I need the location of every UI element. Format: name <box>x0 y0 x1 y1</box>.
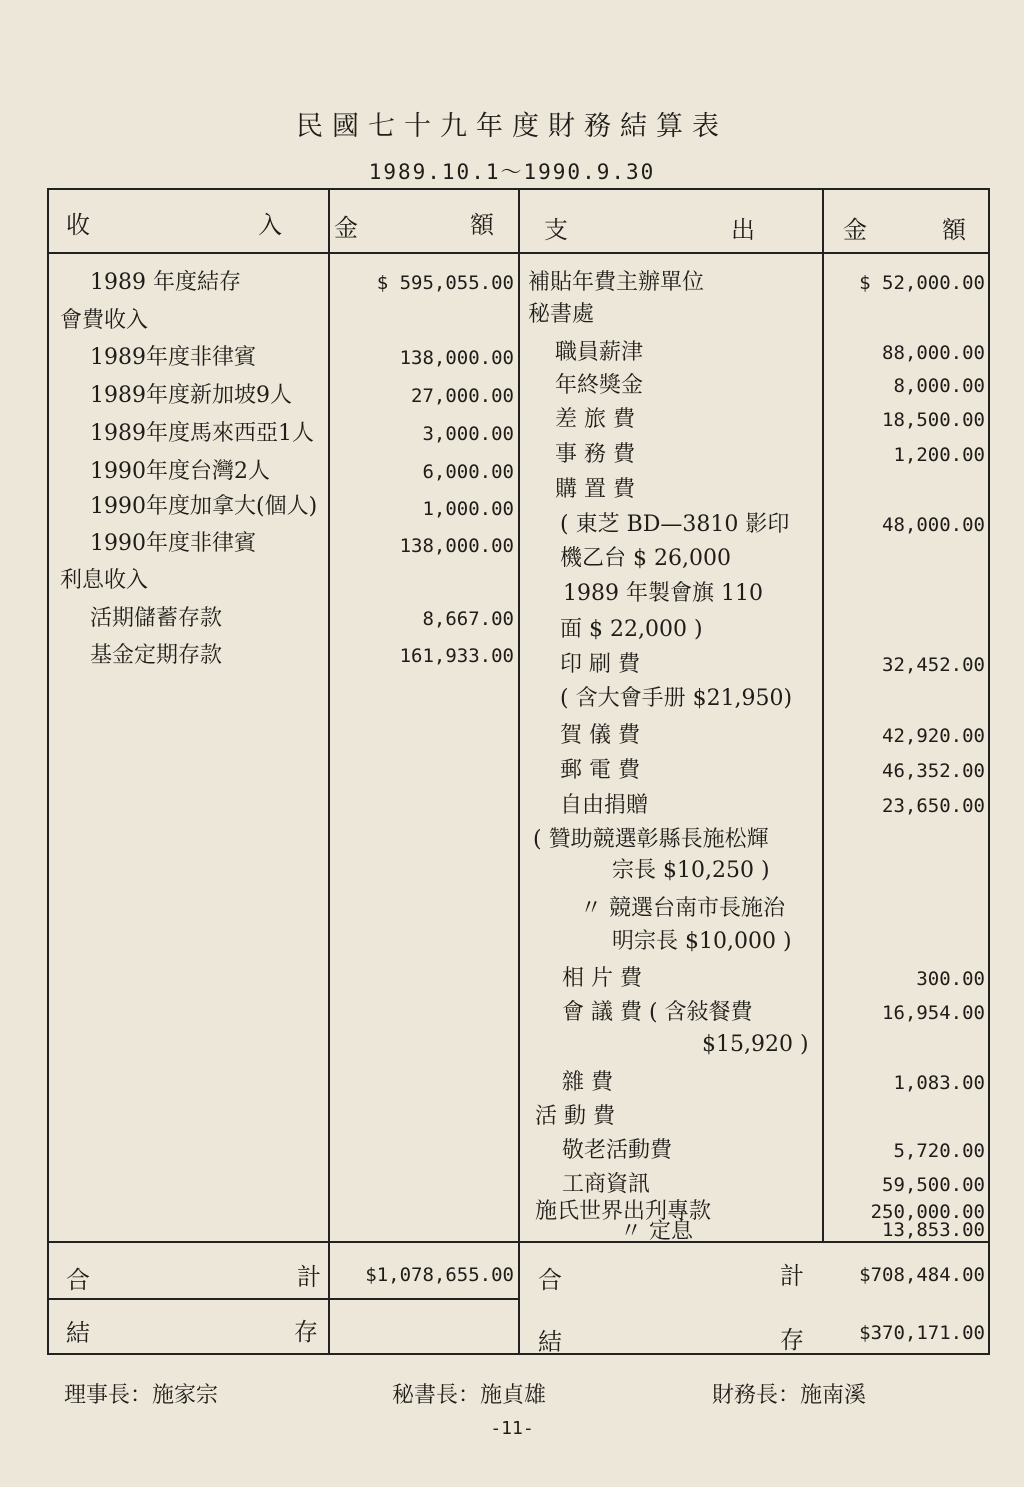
expense-item-amount: 1,200.00 <box>893 444 985 466</box>
income-total-amount: $1,078,655.00 <box>365 1264 514 1286</box>
income-item-amount: 138,000.00 <box>399 535 514 557</box>
expense-item-label: 施氏世界出刋專款 <box>535 1199 712 1224</box>
income-amount-header-char-2: 額 <box>470 211 494 239</box>
income-item-label: 1989年度新加坡9人 <box>90 383 292 408</box>
income-total-label-char-1: 合 <box>66 1266 90 1294</box>
column-divider-income-amount <box>328 188 330 1355</box>
income-item-label: 1989年度馬來西亞1人 <box>90 421 314 446</box>
income-item-label: 1990年度台灣2人 <box>90 459 270 484</box>
income-item-label: 活期儲蓄存款 <box>90 606 223 631</box>
income-item-amount: 161,933.00 <box>399 645 514 667</box>
expense-note-line: $15,920 ) <box>702 1032 809 1057</box>
secretary-signature: 秘書長：施貞雄 <box>392 1383 547 1408</box>
income-category-label: 會費收入 <box>60 308 149 333</box>
expense-item-amount: 23,650.00 <box>882 795 985 817</box>
expense-category-label: 秘書處 <box>528 302 595 327</box>
expense-total-label-char-1: 合 <box>538 1266 562 1294</box>
expense-item-label: 購 置 費 <box>555 477 635 502</box>
expense-item-label: 印 刷 費 <box>560 652 640 677</box>
expense-item-amount: $ 52,000.00 <box>859 272 985 294</box>
balance-divider-left <box>47 1298 519 1300</box>
balance-left-label-char-2: 存 <box>294 1318 318 1346</box>
expense-item-label: 相 片 費 <box>562 966 642 991</box>
income-item-label: 1989年度非律賓 <box>90 345 256 370</box>
expense-item-amount: 250,000.00 <box>870 1201 985 1223</box>
expense-item-amount: 46,352.00 <box>882 760 985 782</box>
balance-right-label-char-1: 結 <box>538 1328 562 1356</box>
expense-category-label: 活 動 費 <box>535 1104 615 1129</box>
income-category-label: 利息收入 <box>60 568 149 593</box>
expense-note-line: ( 含大會手册 $21,950) <box>560 686 793 711</box>
income-item-amount: 1,000.00 <box>422 498 514 520</box>
expense-note-line: 機乙台 $ 26,000 <box>560 546 731 571</box>
chairman-signature: 理事長：施家宗 <box>64 1383 219 1408</box>
fiscal-period: 1989.10.1～1990.9.30 <box>368 160 656 184</box>
expense-item-amount: 1,083.00 <box>893 1072 985 1094</box>
balance-amount: $370,171.00 <box>859 1322 985 1344</box>
expense-total-label-char-2: 計 <box>780 1262 804 1290</box>
expense-note-line: ( 贊助競選彰縣長施松輝 <box>533 827 769 852</box>
expense-note-line: 明宗長 $10,000 ) <box>612 929 792 954</box>
expense-item-amount: 32,452.00 <box>882 654 985 676</box>
income-item-amount: $ 595,055.00 <box>376 272 514 294</box>
income-item-amount: 6,000.00 <box>422 461 514 483</box>
expense-item-label: 補貼年費主辦單位 <box>528 270 705 295</box>
income-total-label-char-2: 計 <box>297 1263 321 1291</box>
page-number: -11- <box>490 1418 534 1439</box>
expense-item-label: 年終獎金 <box>555 373 644 398</box>
expense-item-amount: 42,920.00 <box>882 725 985 747</box>
expense-note-line: 宗長 $10,250 ) <box>612 858 770 883</box>
expense-amount-header-char-2: 額 <box>942 216 966 244</box>
expense-header-char-2: 出 <box>731 216 755 244</box>
income-item-amount: 8,667.00 <box>422 608 514 630</box>
expense-item-label: 郵 電 費 <box>560 758 640 783</box>
balance-left-label-char-1: 結 <box>66 1319 90 1347</box>
expense-item-label: 會 議 費 ( 含敍餐費 <box>562 1000 753 1025</box>
income-item-label: 1990年度非律賓 <box>90 531 256 556</box>
expense-item-amount: 5,720.00 <box>893 1140 985 1162</box>
expense-item-amount: 16,954.00 <box>882 1002 985 1024</box>
income-item-label: 基金定期存款 <box>90 643 223 668</box>
income-item-label: 1990年度加拿大(個人) <box>90 494 318 519</box>
income-amount-header-char-1: 金 <box>334 214 358 242</box>
header-divider <box>47 252 990 254</box>
expense-item-amount: 88,000.00 <box>882 342 985 364</box>
expense-item-amount: 8,000.00 <box>893 375 985 397</box>
expense-note-line: 〃 競選台南市長施治 <box>580 896 785 921</box>
expense-item-label: 賀 儀 費 <box>560 723 640 748</box>
column-divider-center <box>518 188 520 1355</box>
expense-item-label: 工商資訊 <box>562 1172 651 1197</box>
expense-item-amount: 59,500.00 <box>882 1174 985 1196</box>
expense-item-label: 差 旅 費 <box>555 407 635 432</box>
expense-note-line: ( 東芝 BD—3810 影印 <box>560 512 790 537</box>
column-divider-expense-amount <box>822 188 824 1243</box>
document-title: 民國七十九年度財務結算表 <box>296 111 728 142</box>
expense-item-label: 職員薪津 <box>555 340 644 365</box>
income-item-amount: 3,000.00 <box>422 423 514 445</box>
expense-item-label: 事 務 費 <box>555 442 635 467</box>
income-item-amount: 27,000.00 <box>411 385 514 407</box>
expense-item-amount: 18,500.00 <box>882 409 985 431</box>
expense-note-line: 1989 年製會旗 110 <box>563 581 763 606</box>
expense-item-amount: 300.00 <box>916 968 985 990</box>
income-header-char-2: 入 <box>258 211 282 239</box>
income-item-amount: 138,000.00 <box>399 347 514 369</box>
income-header-char-1: 收 <box>66 211 90 239</box>
treasurer-signature: 財務長：施南溪 <box>712 1383 867 1408</box>
balance-right-label-char-2: 存 <box>780 1326 804 1354</box>
expense-total-amount: $708,484.00 <box>859 1264 985 1286</box>
income-item-label: 1989 年度結存 <box>90 270 241 295</box>
expense-header-char-1: 支 <box>544 216 568 244</box>
expense-item-label: 〃 定息 <box>620 1219 693 1244</box>
expense-amount-header-char-1: 金 <box>843 216 867 244</box>
expense-item-label: 自由捐贈 <box>560 793 649 818</box>
expense-item-label: 敬老活動費 <box>562 1138 673 1163</box>
expense-item-amount: 13,853.00 <box>882 1219 985 1241</box>
expense-item-amount: 48,000.00 <box>882 514 985 536</box>
expense-item-label: 雜 費 <box>562 1070 613 1095</box>
expense-note-line: 面 $ 22,000 ) <box>560 617 703 642</box>
